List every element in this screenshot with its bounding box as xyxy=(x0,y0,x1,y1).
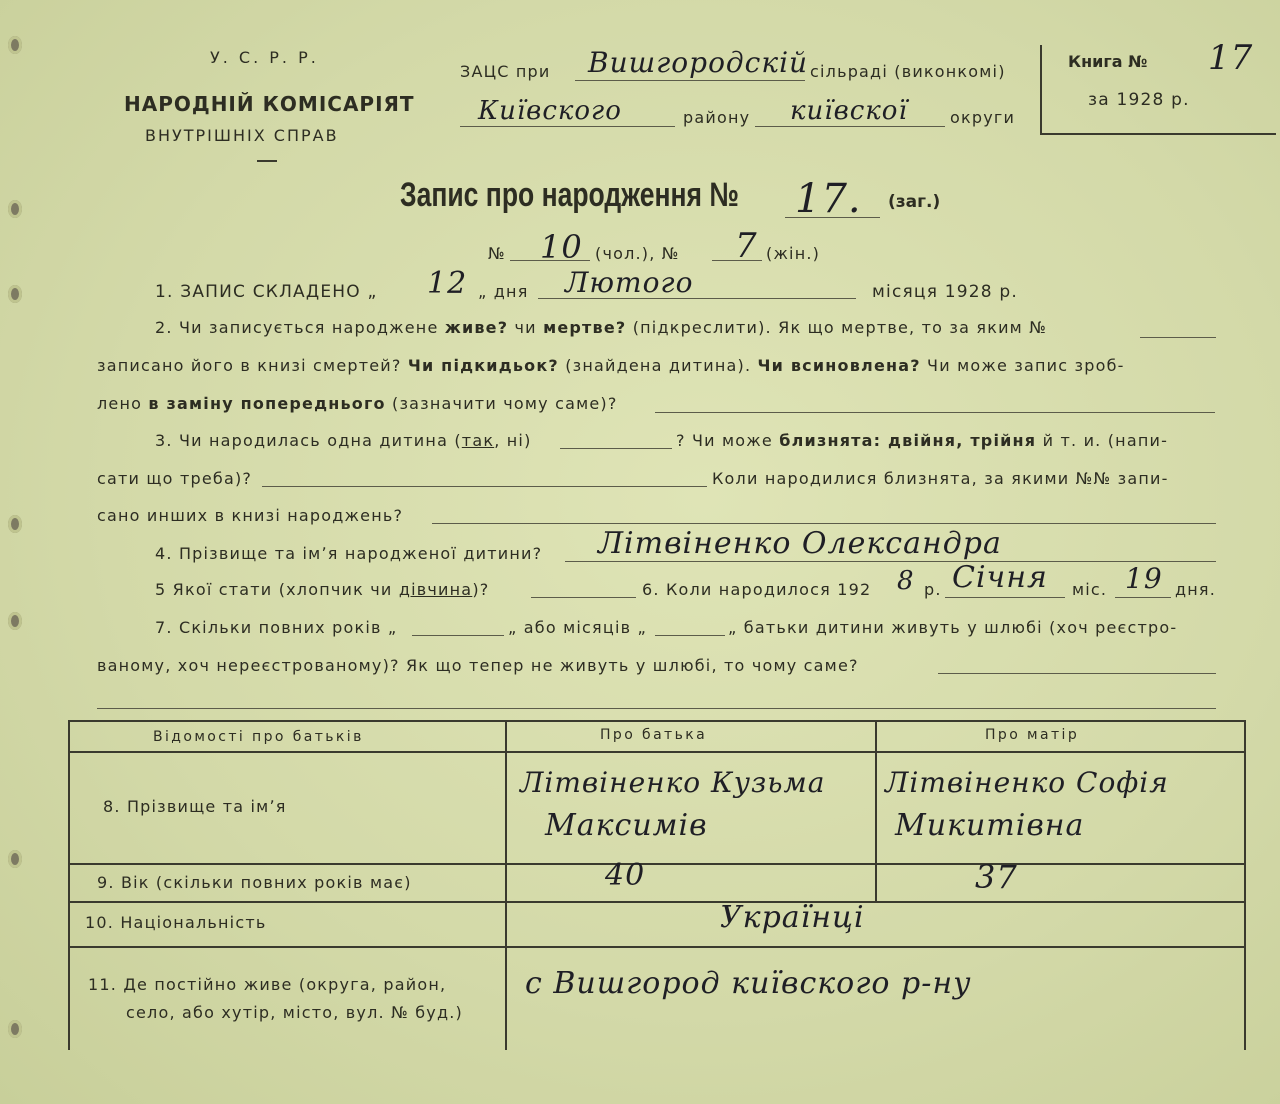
q4-value: Літвіненко Олександра xyxy=(598,526,1002,561)
q2-foundling: Чи підкидьок? xyxy=(407,356,559,375)
record-number: 17. xyxy=(795,176,862,222)
mother-age: 37 xyxy=(975,858,1018,896)
q3-line2b: Коли народилися близнята, за якими №№ запи- xyxy=(712,469,1169,488)
q2-adopted: Чи всиновлена? xyxy=(757,356,921,375)
row-age-label: 9. Вік (скільки повних років має) xyxy=(97,873,412,892)
father-age: 40 xyxy=(605,858,646,893)
q2-text: (зазначити чому саме)? xyxy=(392,394,618,413)
male-number: 10 xyxy=(540,228,583,266)
okrug-value: київскої xyxy=(790,96,908,126)
q3-text: 3. Чи народилась одна дитина ( xyxy=(155,431,462,450)
q5-girl: дівчина xyxy=(398,580,473,599)
q7-line1c: „ батьки дитини живуть у шлюбі (хоч реєстро- xyxy=(728,618,1178,637)
punch-hole xyxy=(8,200,22,218)
female-label: (жін.) xyxy=(766,244,821,263)
zags-prefix: ЗАЦС при xyxy=(460,62,551,81)
punch-hole xyxy=(8,850,22,868)
zags-suffix: сільраді (виконкомі) xyxy=(810,62,1006,81)
zags-value: Вишгородскій xyxy=(588,46,809,79)
commissariat-label: НАРОДНІЙ КОМІСАРІЯТ xyxy=(124,92,415,116)
q3-line1b xyxy=(676,431,1168,450)
q4-label: 4. Прізвище та імʼя народженої дитини? xyxy=(155,544,543,563)
residence-value: с Вишгород київского р-ну xyxy=(525,966,972,1001)
punch-hole xyxy=(8,285,22,303)
q3-line2a: сати що треба)? xyxy=(97,469,253,488)
q2-line1 xyxy=(155,318,1047,337)
father-name: Літвіненко Кузьма xyxy=(520,766,826,799)
q7-line2: ваному, хоч нереєстрованому)? Як що тепер не живуть у шлюбі, то чому саме? xyxy=(97,656,859,675)
nationality-value: Українці xyxy=(720,900,865,935)
q3-twins: близнята: двійня, трійня xyxy=(779,431,1037,450)
record-title: Запис про народження № xyxy=(400,176,739,214)
book-number: 17 xyxy=(1208,38,1254,78)
q6-year-digit: 8 xyxy=(897,566,915,596)
record-suffix: (заг.) xyxy=(888,192,941,212)
q6-mis: міс. xyxy=(1072,580,1108,599)
q5-text: )? xyxy=(472,580,490,599)
book-year: за 1928 р. xyxy=(1088,90,1190,110)
punch-hole xyxy=(8,36,22,54)
q2-text: лено xyxy=(97,394,143,413)
row-residence-label-2: село, або хутір, місто, вул. № буд.) xyxy=(126,1003,463,1022)
district-value: Київского xyxy=(478,96,622,126)
okrug-label: округи xyxy=(950,108,1016,127)
q3-line3: сано инших в книзі народжень? xyxy=(97,506,404,525)
punch-hole xyxy=(8,1020,22,1038)
q2-text: записано його в книзі смертей? xyxy=(97,356,402,375)
q6-dnia: дня. xyxy=(1175,580,1217,599)
q7-line1a: 7. Скільки повних років „ xyxy=(155,618,398,637)
female-number: 7 xyxy=(735,226,758,266)
q2-line3 xyxy=(97,394,618,413)
q2-text: (підкреслити). Як що мертве, то за яким № xyxy=(632,318,1048,337)
table-header-father: Про батька xyxy=(600,727,708,743)
q2-line2 xyxy=(97,356,1125,375)
row-name-label: 8. Прізвище та імʼя xyxy=(103,797,287,816)
punch-hole xyxy=(8,515,22,533)
ussr-label: У. С. Р. Р. xyxy=(210,48,319,67)
q2-dead: мертве? xyxy=(543,318,627,337)
q6-r: р. xyxy=(924,580,942,599)
punch-hole xyxy=(8,612,22,630)
row-residence-label: 11. Де постійно живе (округа, район, xyxy=(88,975,447,994)
q7-line1b: „ або місяців „ xyxy=(508,618,647,637)
q2-text: чи xyxy=(514,318,537,337)
mother-name: Літвіненко Софія xyxy=(885,766,1169,799)
q1-label: 1. ЗАПИС СКЛАДЕНО „ xyxy=(155,282,378,302)
q6-label: 6. Коли народилося 192 xyxy=(642,580,872,599)
q2-text: (знайдена дитина). xyxy=(565,356,752,375)
book-label: Книга № xyxy=(1068,52,1148,71)
dept-label: ВНУТРІШНІХ СПРАВ xyxy=(145,126,339,145)
table-header-mother: Про матір xyxy=(985,727,1080,743)
q3-text: й т. и. (напи- xyxy=(1042,431,1169,450)
row-nationality-label: 10. Національність xyxy=(85,913,267,932)
q3-text: ? Чи може xyxy=(676,431,773,450)
q3-yes: так xyxy=(461,431,495,450)
q1-month-label: місяця 1928 р. xyxy=(872,282,1018,302)
q1-day-label: „ дня xyxy=(478,282,529,301)
q3-text: , ні) xyxy=(494,431,532,450)
q5-line xyxy=(155,580,489,599)
q1-month: Лютого xyxy=(565,266,694,299)
q3-line1 xyxy=(155,431,532,450)
divider xyxy=(257,160,277,162)
q6-day: 19 xyxy=(1125,562,1163,595)
num-prefix: № xyxy=(488,244,506,263)
q2-text: Чи може запис зроб- xyxy=(927,356,1125,375)
q2-text: 2. Чи записується народжене xyxy=(155,318,439,337)
q1-day: 12 xyxy=(427,266,468,301)
q2-replace: в заміну попереднього xyxy=(148,394,386,413)
father-patronymic: Максимів xyxy=(545,808,708,843)
q6-month: Січня xyxy=(952,560,1048,595)
table-header-info: Відомості про батьків xyxy=(153,729,364,745)
q5-text: 5 Якої стати (хлопчик чи xyxy=(155,580,393,599)
q2-alive: живе? xyxy=(444,318,509,337)
mother-patronymic: Микитівна xyxy=(895,808,1085,843)
male-label: (чол.), № xyxy=(595,244,680,263)
district-label: району xyxy=(683,108,751,127)
